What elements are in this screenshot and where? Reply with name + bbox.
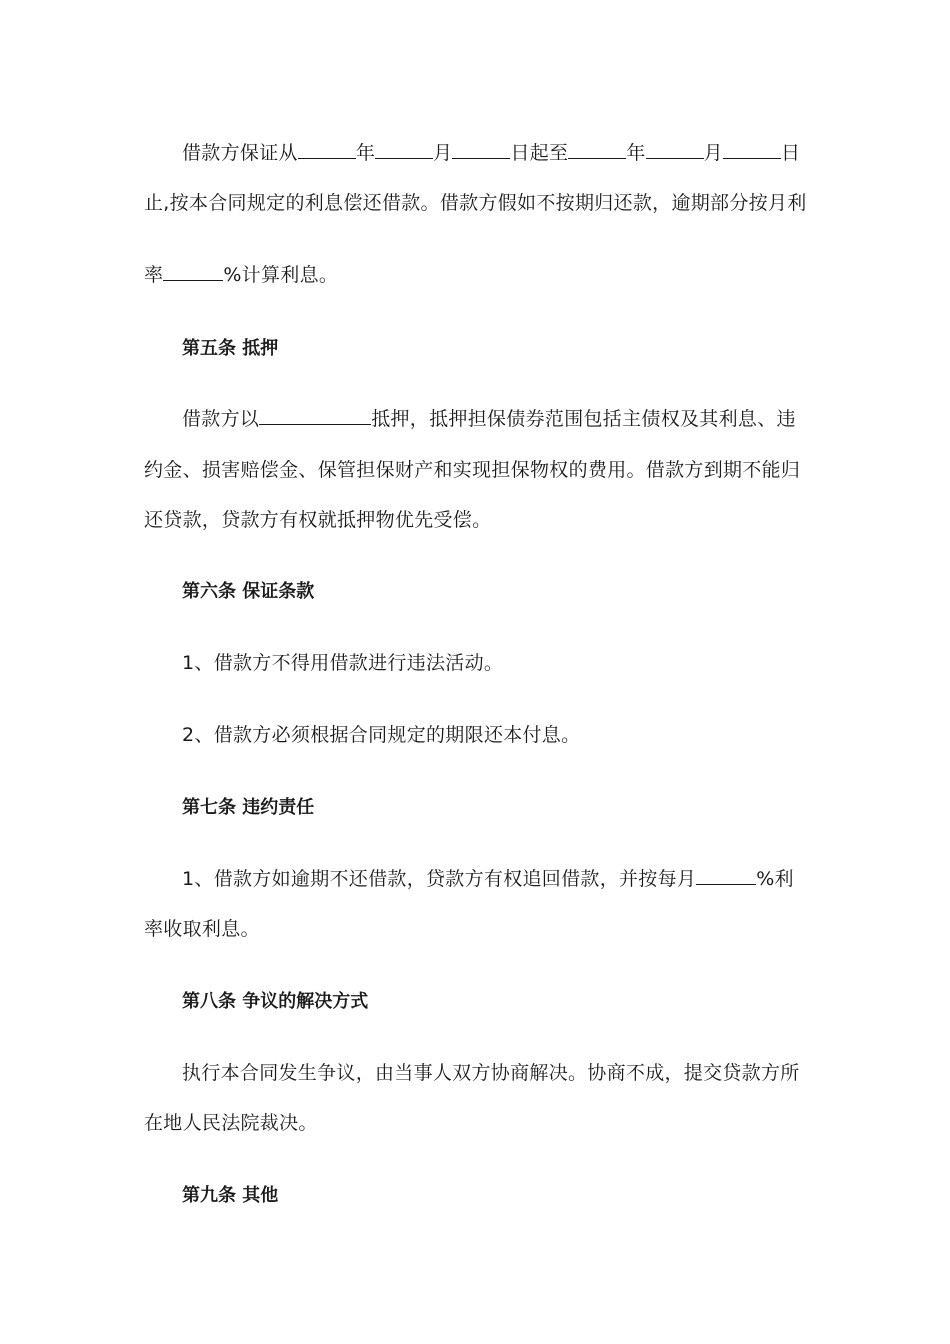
month2-label: 月	[703, 142, 723, 164]
year-label: 年	[355, 142, 376, 164]
year-blank	[298, 142, 356, 159]
clause6-item1: 1、借款方不得用借款进行违法活动。	[182, 652, 504, 674]
clause8-line1: 执行本合同发生争议，由当事人双方协商解决。协商不成，提交贷款方所	[182, 1062, 800, 1084]
clause4-text: 借款方保证从	[182, 142, 298, 164]
day-blank	[452, 142, 510, 159]
penalty-suffix: %利	[756, 868, 794, 890]
clause5-heading: 第五条 抵押	[182, 338, 279, 359]
month-blank	[375, 142, 433, 159]
month-label: 月	[433, 142, 453, 164]
clause7-item1-line2: 率收取利息。	[144, 918, 260, 940]
collateral-blank	[259, 408, 371, 425]
day2-blank	[723, 142, 781, 159]
day-end-label: 日	[780, 142, 801, 164]
rate-blank	[163, 264, 223, 281]
rate-suffix: %计算利息。	[223, 264, 339, 286]
clause4-line1	[182, 138, 800, 165]
penalty-prefix: 1、借款方如逾期不还借款，贷款方有权追回借款，并按每月	[182, 868, 697, 890]
clause4-line2: 止,按本合同规定的利息偿还借款。借款方假如不按期归还款，逾期部分按月利	[144, 192, 807, 214]
clause6-item2: 2、借款方必须根据合同规定的期限还本付息。	[182, 724, 581, 746]
clause8-heading: 第八条 争议的解决方式	[182, 991, 369, 1012]
penalty-rate-blank	[696, 868, 756, 885]
clause5-line2: 约金、损害赔偿金、保管担保财产和实现担保物权的费用。借款方到期不能归	[144, 459, 801, 481]
clause8-line2: 在地人民法院裁决。	[144, 1112, 318, 1134]
clause5-line1	[182, 404, 796, 431]
clause6-heading: 第六条 保证条款	[182, 581, 315, 602]
clause4-line3	[144, 260, 338, 287]
rate-prefix: 率	[144, 264, 164, 286]
day-from-label: 日起至	[510, 142, 569, 164]
clause7-heading: 第七条 违约责任	[182, 797, 315, 818]
collateral-prefix: 借款方以	[182, 408, 260, 430]
clause9-heading: 第九条 其他	[182, 1185, 279, 1206]
clause5-line3: 还贷款，贷款方有权就抵押物优先受偿。	[144, 509, 492, 531]
year2-label: 年	[626, 142, 646, 164]
month2-blank	[646, 142, 704, 159]
year2-blank	[568, 142, 626, 159]
collateral-suffix: 抵押，抵押担保债券范围包括主债权及其利息、违	[371, 408, 796, 430]
clause7-item1	[182, 864, 794, 891]
